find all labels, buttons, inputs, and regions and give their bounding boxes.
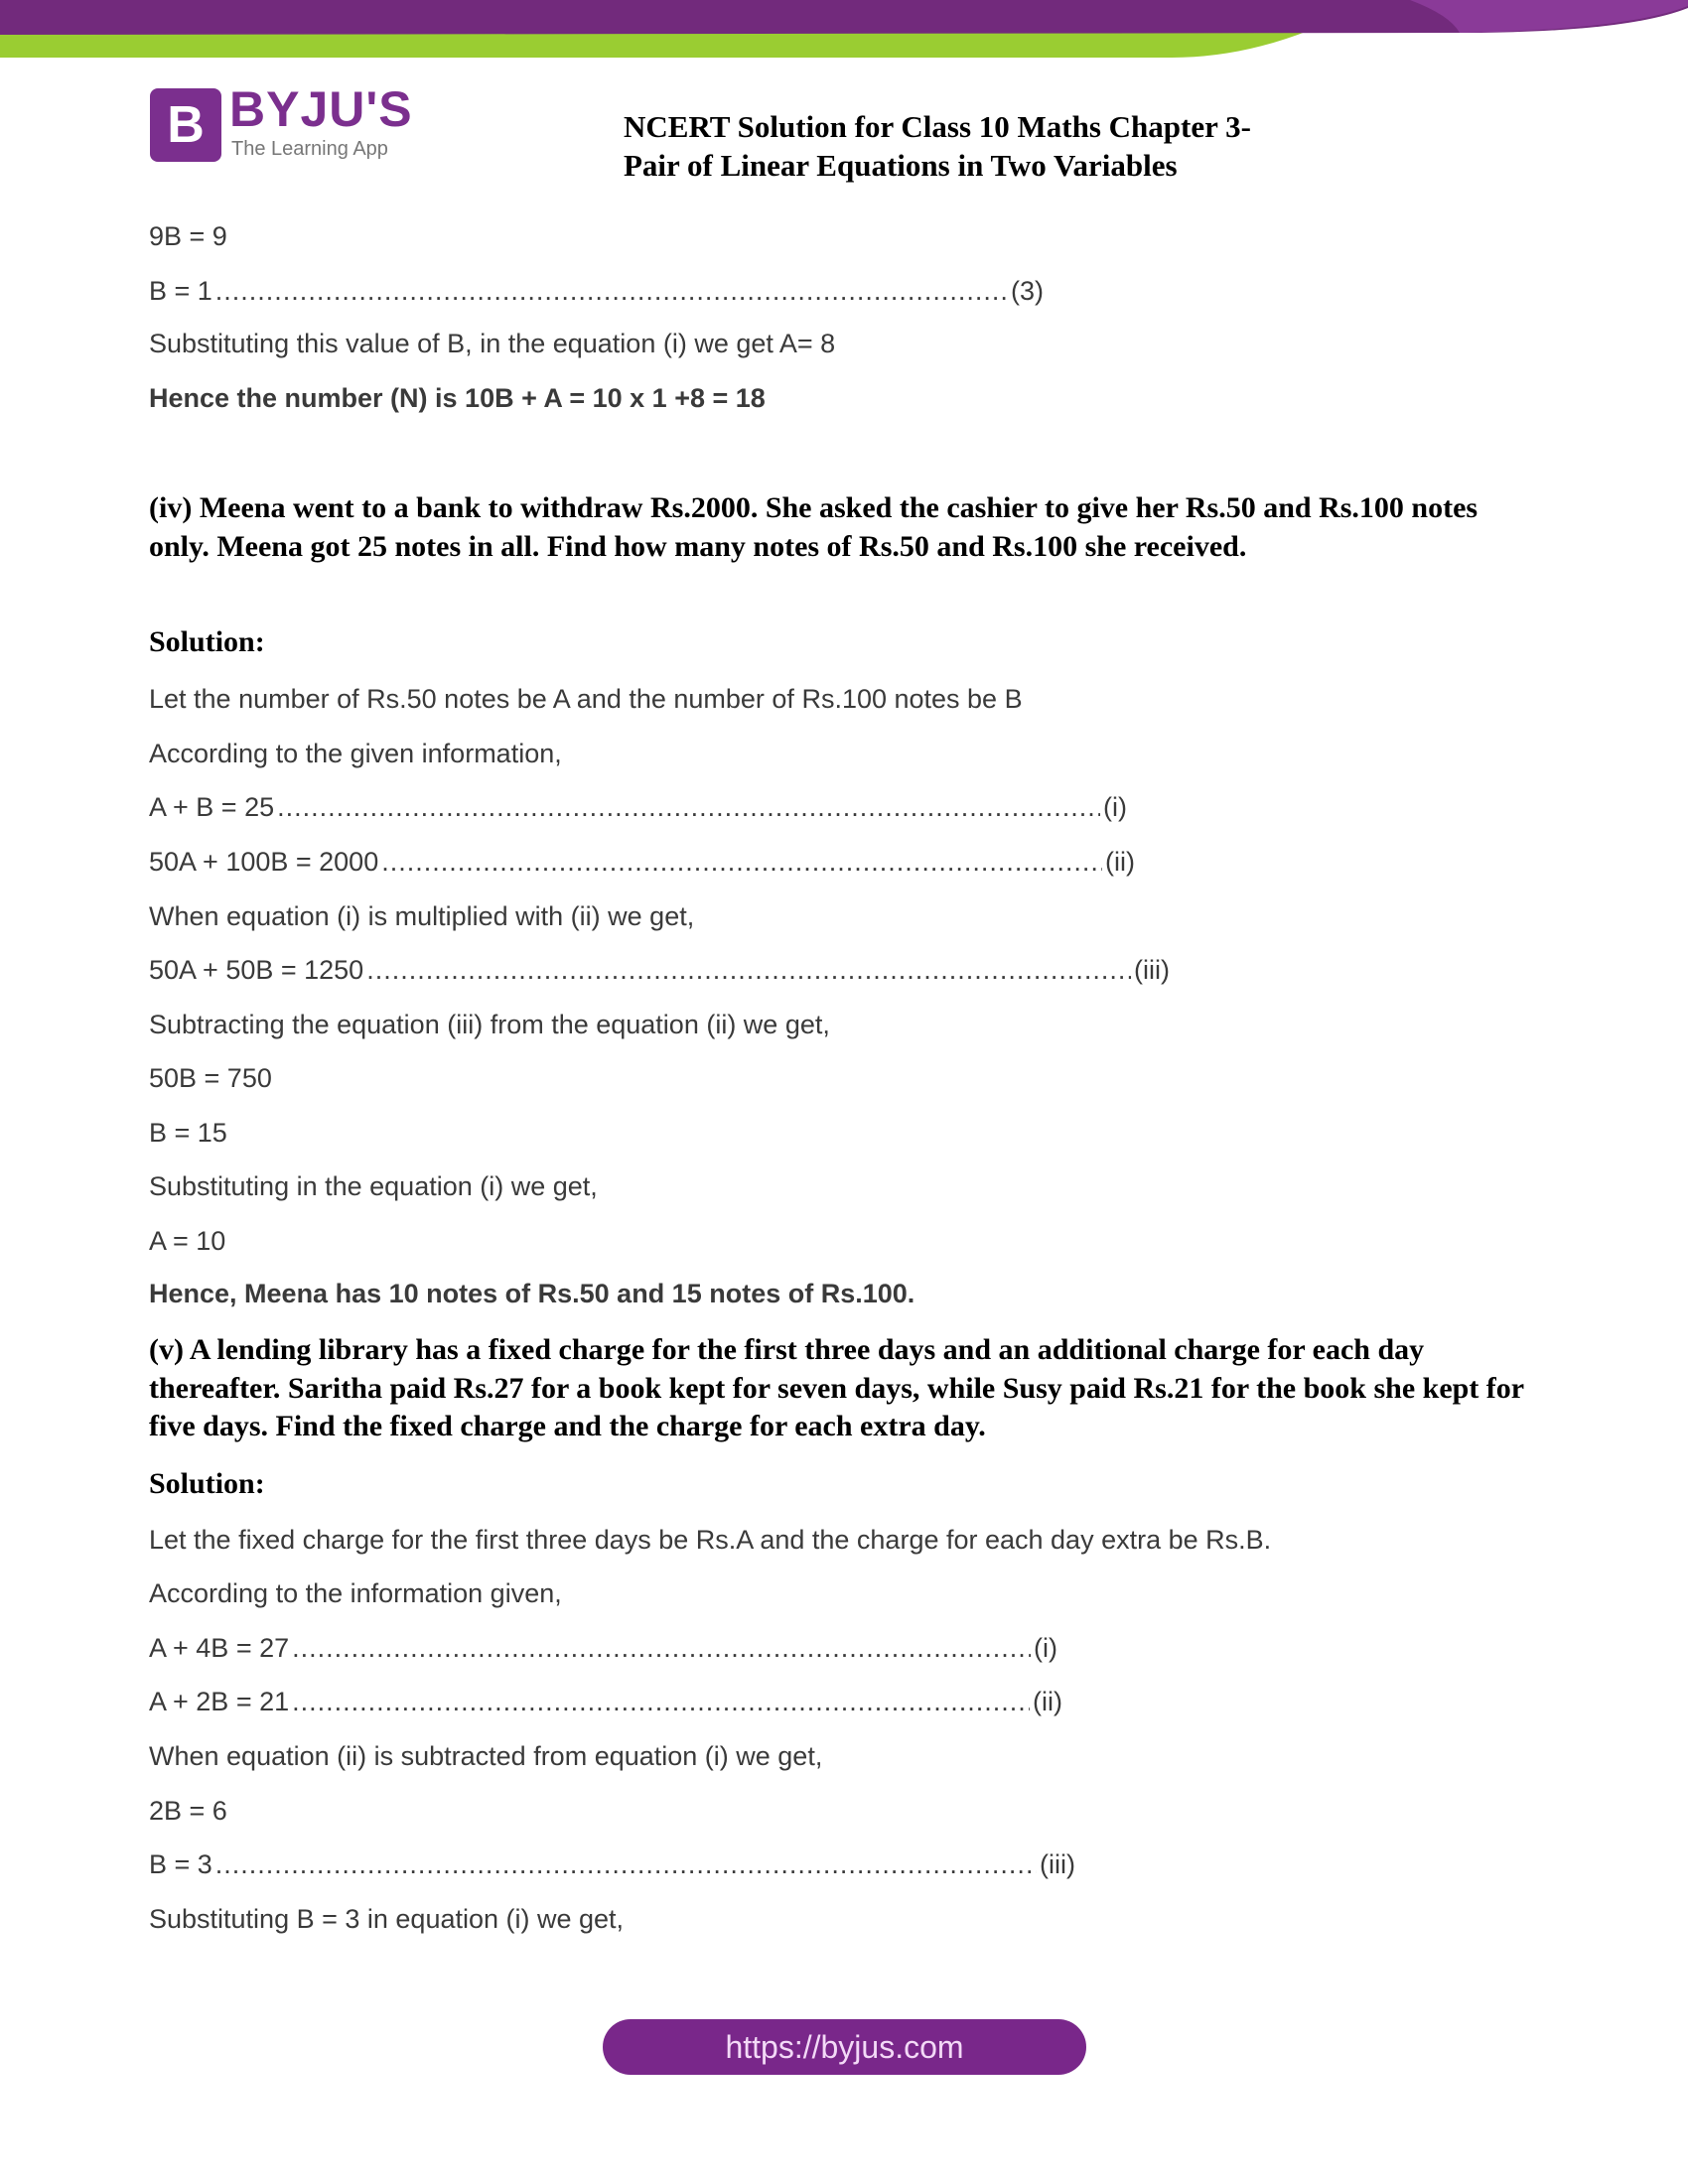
equation-line	[149, 790, 1127, 824]
title-line-1: NCERT Solution for Class 10 Maths Chapter 3-	[624, 109, 1251, 144]
equation: 50A + 50B = 1250	[149, 955, 364, 985]
text-line: B = 15	[149, 1118, 227, 1148]
text-line: 50B = 750	[149, 1063, 272, 1093]
logo-b-icon: B	[150, 88, 221, 162]
equation-label: (ii)	[1105, 847, 1135, 877]
equation-label: (iii)	[1134, 955, 1170, 985]
question-iv: (iv) Meena went to a bank to withdraw Rs.2000. She asked the cashier to give her Rs.50 and Rs.100 notes only. Meena got 25 notes in all. Find how many notes of Rs.50 and Rs.100 she received.	[149, 491, 1478, 563]
equation-line	[149, 845, 1135, 879]
answer-line: Hence the number (N) is 10B + A = 10 x 1 +8 = 18	[149, 383, 766, 413]
question-v: (v) A lending library has a fixed charge for the first three days and an additional charge for each day thereafter. Saritha paid Rs.27 for a book kept for seven days, while Susy paid Rs.21 for the book she kept for five days. Find the fixed charge and the charge for each extra day.	[149, 1333, 1524, 1442]
equation: A + 2B = 21	[149, 1687, 290, 1716]
text-line: 2B = 6	[149, 1796, 227, 1826]
document-title	[624, 107, 1251, 185]
title-line-2: Pair of Linear Equations in Two Variables	[624, 148, 1178, 183]
equation: B = 3	[149, 1849, 212, 1879]
equation: A + 4B = 27	[149, 1633, 290, 1663]
dot-leader	[381, 845, 1102, 879]
text-line: 9B = 9	[149, 221, 227, 251]
text-line: Let the number of Rs.50 notes be A and the number of Rs.100 notes be B	[149, 684, 1023, 714]
equation-line	[149, 274, 1044, 308]
dot-leader	[215, 274, 1008, 308]
equation: A + B = 25	[149, 792, 275, 822]
equation-line	[149, 1631, 1057, 1665]
equation-label: (3)	[1011, 276, 1044, 306]
text-line: Subtracting the equation (iii) from the equation (ii) we get,	[149, 1010, 830, 1039]
dot-leader	[215, 1847, 1037, 1881]
solution-heading: Solution:	[149, 625, 265, 658]
equation-line	[149, 1685, 1062, 1718]
byjus-logo	[150, 81, 418, 164]
text-line: When equation (i) is multiplied with (ii) we get,	[149, 901, 695, 931]
equation-line	[149, 953, 1170, 987]
logo-tagline: The Learning App	[231, 138, 388, 160]
equation-label: (ii)	[1033, 1687, 1062, 1716]
equation-label: (iii)	[1040, 1849, 1075, 1879]
solution-heading: Solution:	[149, 1467, 265, 1500]
logo-wordmark: BYJU'S	[229, 81, 413, 137]
text-line: Let the fixed charge for the first three days be Rs.A and the charge for each day extra be Rs.B.	[149, 1525, 1272, 1555]
text-line: Substituting in the equation (i) we get,	[149, 1171, 598, 1201]
equation: B = 1	[149, 276, 212, 306]
equation: 50A + 100B = 2000	[149, 847, 379, 877]
equation-label: (i)	[1034, 1633, 1057, 1663]
dot-leader	[366, 953, 1131, 987]
dot-leader	[292, 1685, 1030, 1718]
text-line: Substituting B = 3 in equation (i) we get,	[149, 1904, 625, 1934]
answer-line: Hence, Meena has 10 notes of Rs.50 and 15 notes of Rs.100.	[149, 1279, 915, 1308]
text-line: According to the given information,	[149, 739, 562, 768]
text-line: According to the information given,	[149, 1578, 562, 1608]
header-banner	[0, 0, 1688, 69]
text-line: A = 10	[149, 1226, 226, 1256]
dot-leader	[277, 790, 1100, 824]
equation-label: (i)	[1103, 792, 1127, 822]
text-line: When equation (ii) is subtracted from equation (i) we get,	[149, 1741, 823, 1771]
dot-leader	[292, 1631, 1031, 1665]
equation-line	[149, 1847, 1075, 1881]
website-link[interactable]: https://byjus.com	[603, 2019, 1086, 2075]
text-line: Substituting this value of B, in the equation (i) we get A= 8	[149, 329, 836, 358]
